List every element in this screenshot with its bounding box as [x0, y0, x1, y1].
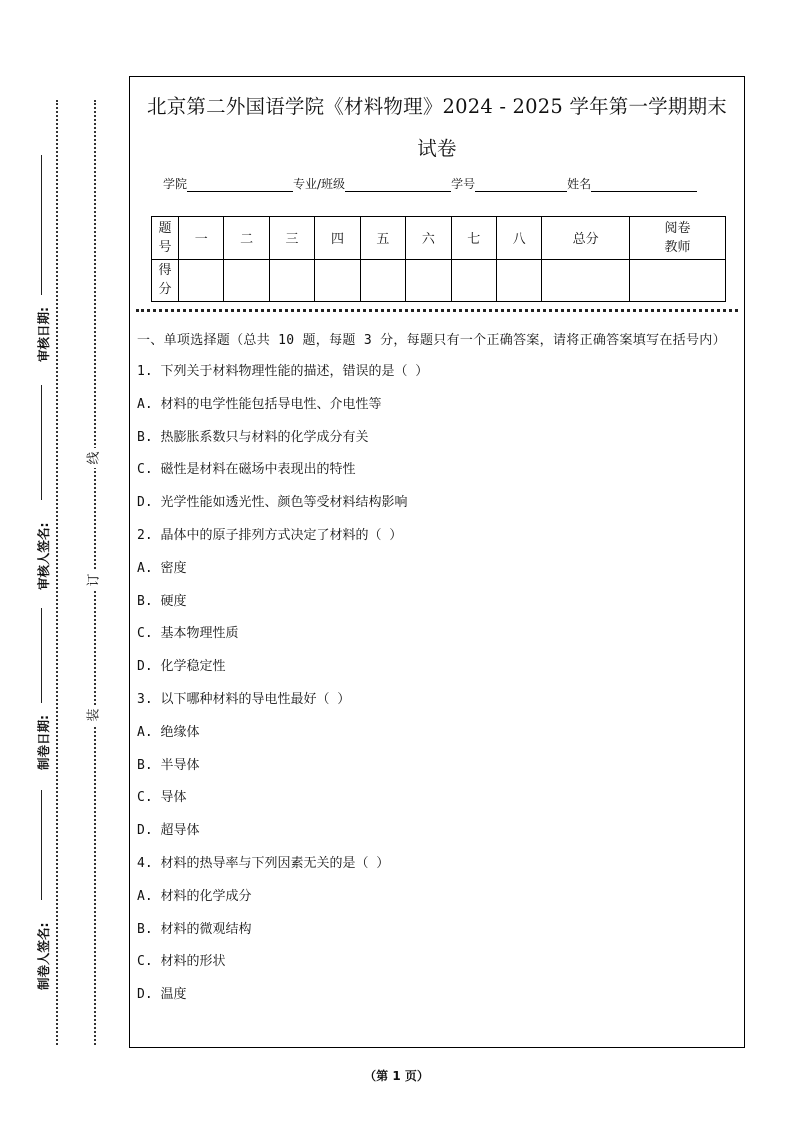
binding-char-install: 装: [88, 705, 102, 725]
option-b: B. 热膨胀系数只与材料的化学成分有关: [137, 429, 369, 445]
maker-signature-blank[interactable]: [41, 790, 42, 900]
option-a: A. 密度: [137, 560, 187, 576]
major-label: 专业/班级: [293, 177, 346, 191]
option-d: D. 温度: [137, 987, 187, 1003]
reviewer-signature-blank[interactable]: [41, 385, 42, 500]
option-b: B. 材料的微观结构: [137, 921, 252, 937]
make-date-label: 制卷日期:: [36, 715, 51, 770]
score-header: 得 分: [152, 259, 179, 302]
option-a: A. 绝缘体: [137, 724, 200, 740]
section-heading: 一、单项选择题（总共 10 题，每题 3 分，每题只有一个正确答案，请将正确答案填写在括号内）: [137, 333, 726, 348]
exam-frame: [129, 76, 745, 1048]
make-date-blank[interactable]: [41, 608, 42, 703]
option-d: D. 超导体: [137, 823, 200, 839]
college-field[interactable]: [187, 178, 293, 192]
score-cell-total[interactable]: [542, 259, 630, 302]
col-header-1: 一: [179, 217, 224, 260]
option-a: A. 材料的化学成分: [137, 888, 252, 904]
name-label: 姓名: [567, 177, 592, 191]
student-id-label: 学号: [451, 177, 476, 191]
option-d: D. 化学稳定性: [137, 659, 226, 675]
student-id-field[interactable]: [475, 178, 567, 192]
review-date-label: 审核日期:: [36, 307, 51, 362]
option-c: C. 材料的形状: [137, 954, 226, 970]
student-info-row: [163, 175, 697, 192]
score-table-header-row: [152, 217, 726, 260]
maker-signature-label: 制卷人签名:: [36, 922, 51, 990]
header-separator-line: [136, 309, 738, 312]
page-number: （第 1 页）: [364, 1069, 429, 1083]
question-number-header: 题 号: [152, 217, 179, 260]
col-header-2: 二: [224, 217, 269, 260]
score-cell-7[interactable]: [451, 259, 496, 302]
binding-dotted-line-outer: [56, 100, 58, 1045]
score-cell-6[interactable]: [406, 259, 451, 302]
question-stem: 3. 以下哪种材料的导电性最好（ ）: [137, 691, 351, 707]
score-table-score-row: [152, 259, 726, 302]
score-cell-1[interactable]: [179, 259, 224, 302]
score-cell-5[interactable]: [360, 259, 405, 302]
question-stem: 2. 晶体中的原子排列方式决定了材料的（ ）: [137, 527, 403, 543]
option-c: C. 导体: [137, 790, 187, 806]
col-header-4: 四: [315, 217, 360, 260]
binding-char-line: 线: [88, 448, 102, 468]
score-table: [151, 216, 726, 302]
option-a: A. 材料的电学性能包括导电性、介电性等: [137, 396, 382, 412]
exam-content: [137, 330, 736, 1017]
score-cell-8[interactable]: [496, 259, 541, 302]
col-header-8: 八: [496, 217, 541, 260]
grader-cell[interactable]: [630, 259, 726, 302]
col-header-3: 三: [269, 217, 314, 260]
score-cell-4[interactable]: [315, 259, 360, 302]
exam-title-line2: 试卷: [417, 137, 457, 160]
option-c: C. 基本物理性质: [137, 626, 239, 642]
option-b: B. 半导体: [137, 757, 200, 773]
option-c: C. 磁性是材料在磁场中表现出的特性: [137, 462, 356, 478]
reviewer-signature-label: 审核人签名:: [36, 522, 51, 590]
review-date-blank[interactable]: [41, 155, 42, 295]
question-stem: 4. 材料的热导率与下列因素无关的是（ ）: [137, 855, 390, 871]
option-b: B. 硬度: [137, 593, 187, 609]
grader-header: 阅卷 教师: [630, 217, 726, 260]
major-class-field[interactable]: [345, 178, 451, 192]
question-stem: 1. 下列关于材料物理性能的描述，错误的是（ ）: [137, 364, 429, 379]
binding-char-order: 订: [88, 570, 102, 590]
score-cell-3[interactable]: [269, 259, 314, 302]
option-d: D. 光学性能如透光性、颜色等受材料结构影响: [137, 495, 408, 511]
college-label: 学院: [163, 177, 188, 191]
name-field[interactable]: [591, 178, 697, 192]
col-header-6: 六: [406, 217, 451, 260]
score-cell-2[interactable]: [224, 259, 269, 302]
col-header-7: 七: [451, 217, 496, 260]
col-header-5: 五: [360, 217, 405, 260]
exam-title-line1: 北京第二外国语学院《材料物理》2024 - 2025 学年第一学期期末: [147, 95, 727, 118]
col-header-total: 总分: [542, 217, 630, 260]
